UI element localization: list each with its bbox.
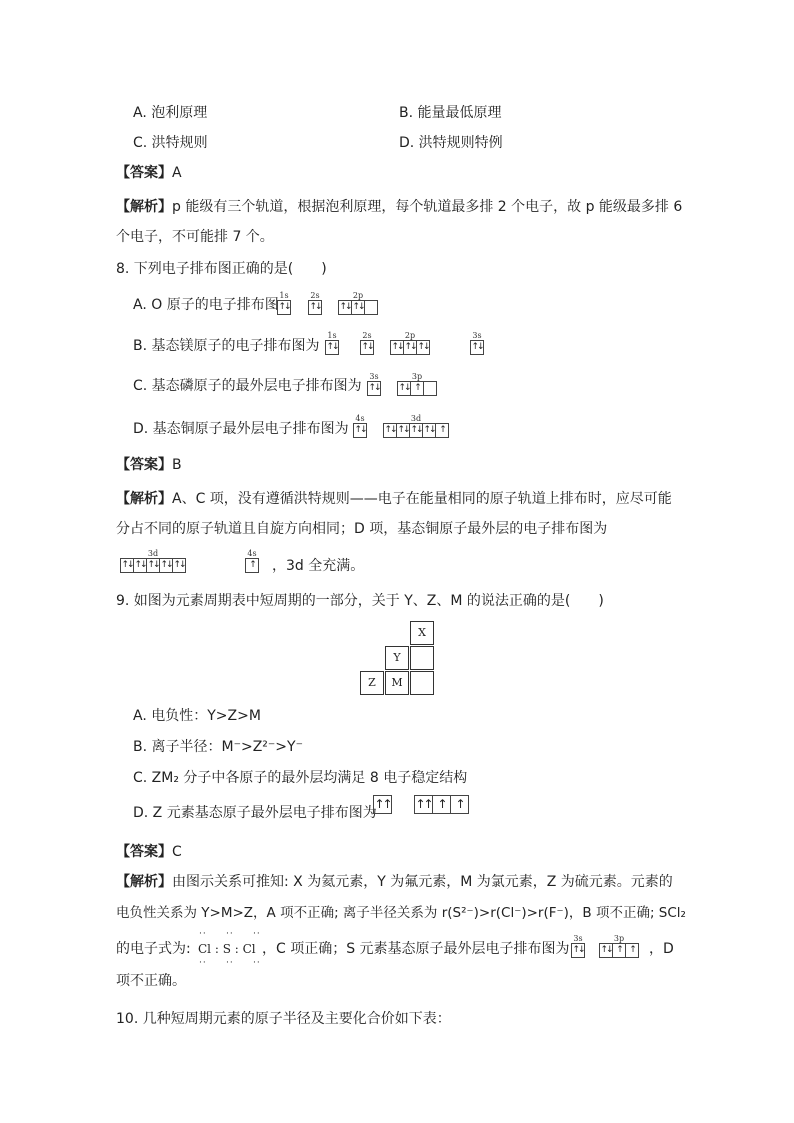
lone-pair-dots: ·· ·· ·· (199, 929, 261, 939)
orbital-box: ↑↓ (339, 302, 351, 312)
orbital-group (383, 414, 449, 438)
orbital-box: ↑↓ (173, 560, 185, 570)
orbital-box: ↑↓ (278, 302, 290, 312)
q8-option-d: D. 基态铜原子最外层电子排布图为 (133, 421, 349, 437)
orbital-box: ↑↓ (121, 560, 133, 570)
q8-stem: 8. 下列电子排布图正确的是( ) (116, 261, 327, 277)
q9-analysis-line1 (116, 872, 673, 892)
orbital-box: ↑↓ (417, 342, 429, 352)
cell-x: X (410, 621, 434, 645)
orbital-box: ↑↓ (361, 342, 373, 352)
orbital-group (414, 795, 469, 814)
q8-answer (116, 455, 182, 475)
orbital-group (390, 331, 430, 355)
orbital-group (470, 331, 484, 355)
analysis-tag: 【解析】 (116, 874, 172, 890)
q9-stem: 9. 如图为元素周期表中短周期的一部分，关于 Y、Z、M 的说法正确的是( ) (116, 593, 604, 609)
orbital-box: ↑↓ (147, 560, 159, 570)
q9-option-b: B. 离子半径：M⁻>Z²⁻>Y⁻ (133, 739, 303, 755)
orbital-group (599, 934, 639, 958)
orbital-box: ↑↓ (368, 383, 380, 393)
orbital-label: 3s (369, 372, 379, 381)
q7-option-d: D. 洪特规则特例 (399, 135, 503, 151)
lone-pair-dots: ·· ·· ·· (199, 958, 261, 968)
orbital-group (277, 291, 291, 315)
orbital-group (360, 331, 374, 355)
orbital-box: ↑↑ (374, 797, 391, 811)
q10-stem: 10. 几种短周期元素的原子半径及主要化合价如下表： (116, 1011, 451, 1027)
orbital-group (120, 549, 186, 573)
cell-z: Z (360, 671, 384, 695)
q9-analysis-line4: 项不正确。 (116, 973, 186, 989)
orbital-box: ↑↓ (391, 342, 403, 352)
orbital-box: ↑↓ (309, 302, 321, 312)
orbital-label: 4s (247, 549, 257, 558)
cell-empty (410, 671, 434, 695)
orbital-label: 3s (573, 934, 583, 943)
answer-tag: 【答案】 (116, 844, 172, 860)
q8-option-a: A. O 原子的电子排布图 (133, 297, 279, 313)
orbital-box (424, 382, 436, 395)
answer-value: A (172, 165, 182, 181)
orbital-box: ↑↓ (410, 425, 422, 435)
q8-analysis-line3: ，3d 全充满。 (272, 558, 365, 574)
q7-analysis-line1 (116, 197, 682, 217)
q8-analysis-line1 (116, 489, 672, 509)
orbital-box: ↑↓ (384, 425, 396, 435)
answer-tag: 【答案】 (116, 165, 172, 181)
orbital-group (338, 291, 378, 315)
cell-empty (410, 646, 434, 670)
q7-option-a: A. 泡利原理 (133, 105, 208, 121)
orbital-box: ↑↓ (134, 560, 146, 570)
orbital-group (397, 372, 437, 396)
orbital-group (373, 795, 392, 814)
orbital-group (353, 414, 367, 438)
orbital-box: ↑↑ (415, 797, 432, 811)
orbital-label: 1s (327, 331, 337, 340)
analysis-text: A、C 项，没有遵循洪特规则——电子在能量相同的原子轨道上排布时，应尽可能 (172, 491, 672, 507)
orbital-box: ↑↓ (354, 425, 366, 435)
orbital-group (325, 331, 339, 355)
orbital-box: ↑↓ (326, 342, 338, 352)
orbital-box: ↑ (411, 382, 424, 395)
orbital-group (367, 372, 381, 396)
orbital-label: 2p (404, 331, 416, 340)
q9-analysis-line3-tail: ，D (649, 941, 674, 957)
cell-y: Y (385, 646, 409, 670)
orbital-box: ↑↓ (404, 342, 416, 352)
analysis-text: p 能级有三个轨道，根据泡利原理，每个轨道最多排 2 个电子，故 p 能级最多排 6 (172, 199, 683, 215)
orbital-box: ↑ (613, 944, 626, 957)
cell-m: M (385, 671, 409, 695)
orbital-group (308, 291, 322, 315)
orbital-label: 2s (310, 291, 320, 300)
orbital-box: ↑↓ (160, 560, 172, 570)
orbital-box: ↑ (455, 797, 464, 811)
answer-value: C (172, 844, 182, 860)
orbital-label: 4s (355, 414, 365, 423)
q8-option-c: C. 基态磷原子的最外层电子排布图为 (133, 378, 362, 394)
answer-value: B (172, 457, 182, 473)
q8-option-b: B. 基态镁原子的电子排布图为 (133, 338, 320, 354)
orbital-group (245, 549, 259, 573)
q9-answer (116, 842, 182, 862)
orbital-box: ↑↓ (352, 302, 364, 312)
orbital-label: 1s (279, 291, 289, 300)
q9-analysis-line3-head: 的电子式为: (116, 941, 191, 957)
orbital-label: 3s (472, 331, 482, 340)
analysis-text: 由图示关系可推知: X 为氦元素，Y 为氟元素，M 为氯元素，Z 为硫元素。元素的 (172, 874, 673, 890)
orbital-group (571, 934, 585, 958)
q7-option-b: B. 能量最低原理 (399, 105, 502, 121)
orbital-label: 3d (147, 549, 159, 558)
orbital-box: ↑↓ (572, 945, 584, 955)
analysis-tag: 【解析】 (116, 199, 172, 215)
q7-analysis-line2: 个电子，不可能排 7 个。 (116, 229, 274, 245)
orbital-label: 2p (352, 291, 364, 300)
q9-option-c: C. ZM₂ 分子中各原子的最外层均满足 8 电子稳定结构 (133, 770, 468, 786)
orbital-box: ↑ (433, 796, 451, 813)
orbital-box: ↑ (629, 945, 635, 955)
q7-option-c: C. 洪特规则 (133, 135, 208, 151)
orbital-label: 2s (362, 331, 372, 340)
orbital-box: ↑↓ (397, 425, 409, 435)
lewis-formula: Cl : S : Cl (198, 942, 256, 956)
orbital-box: ↑ (249, 560, 255, 570)
q9-option-d: D. Z 元素基态原子最外层电子排布图为 (133, 805, 377, 821)
orbital-label: 3p (613, 934, 625, 943)
orbital-box: ↑↓ (398, 383, 410, 393)
q7-answer (116, 163, 182, 183)
q9-analysis-line2: 电负性关系为 Y>M>Z，A 项不正确; 离子半径关系为 r(S²⁻)>r(Cl⁻)>r(F⁻)，B 项不正确; SCl₂ (116, 905, 686, 921)
orbital-box (365, 301, 377, 314)
analysis-tag: 【解析】 (116, 491, 172, 507)
orbital-label: 3p (411, 372, 423, 381)
orbital-label: 3d (410, 414, 422, 423)
q9-option-a: A. 电负性：Y>Z>M (133, 708, 261, 724)
orbital-box: ↑↓ (471, 342, 483, 352)
orbital-box: ↑ (439, 425, 445, 435)
answer-tag: 【答案】 (116, 457, 172, 473)
q8-analysis-line2: 分占不同的原子轨道且自旋方向相同；D 项，基态铜原子最外层的电子排布图为 (116, 521, 608, 537)
orbital-box: ↑↓ (423, 425, 435, 435)
orbital-box: ↑↓ (600, 945, 612, 955)
q9-analysis-line3-mid: ，C 项正确；S 元素基态原子最外层电子排布图为 (262, 941, 570, 957)
